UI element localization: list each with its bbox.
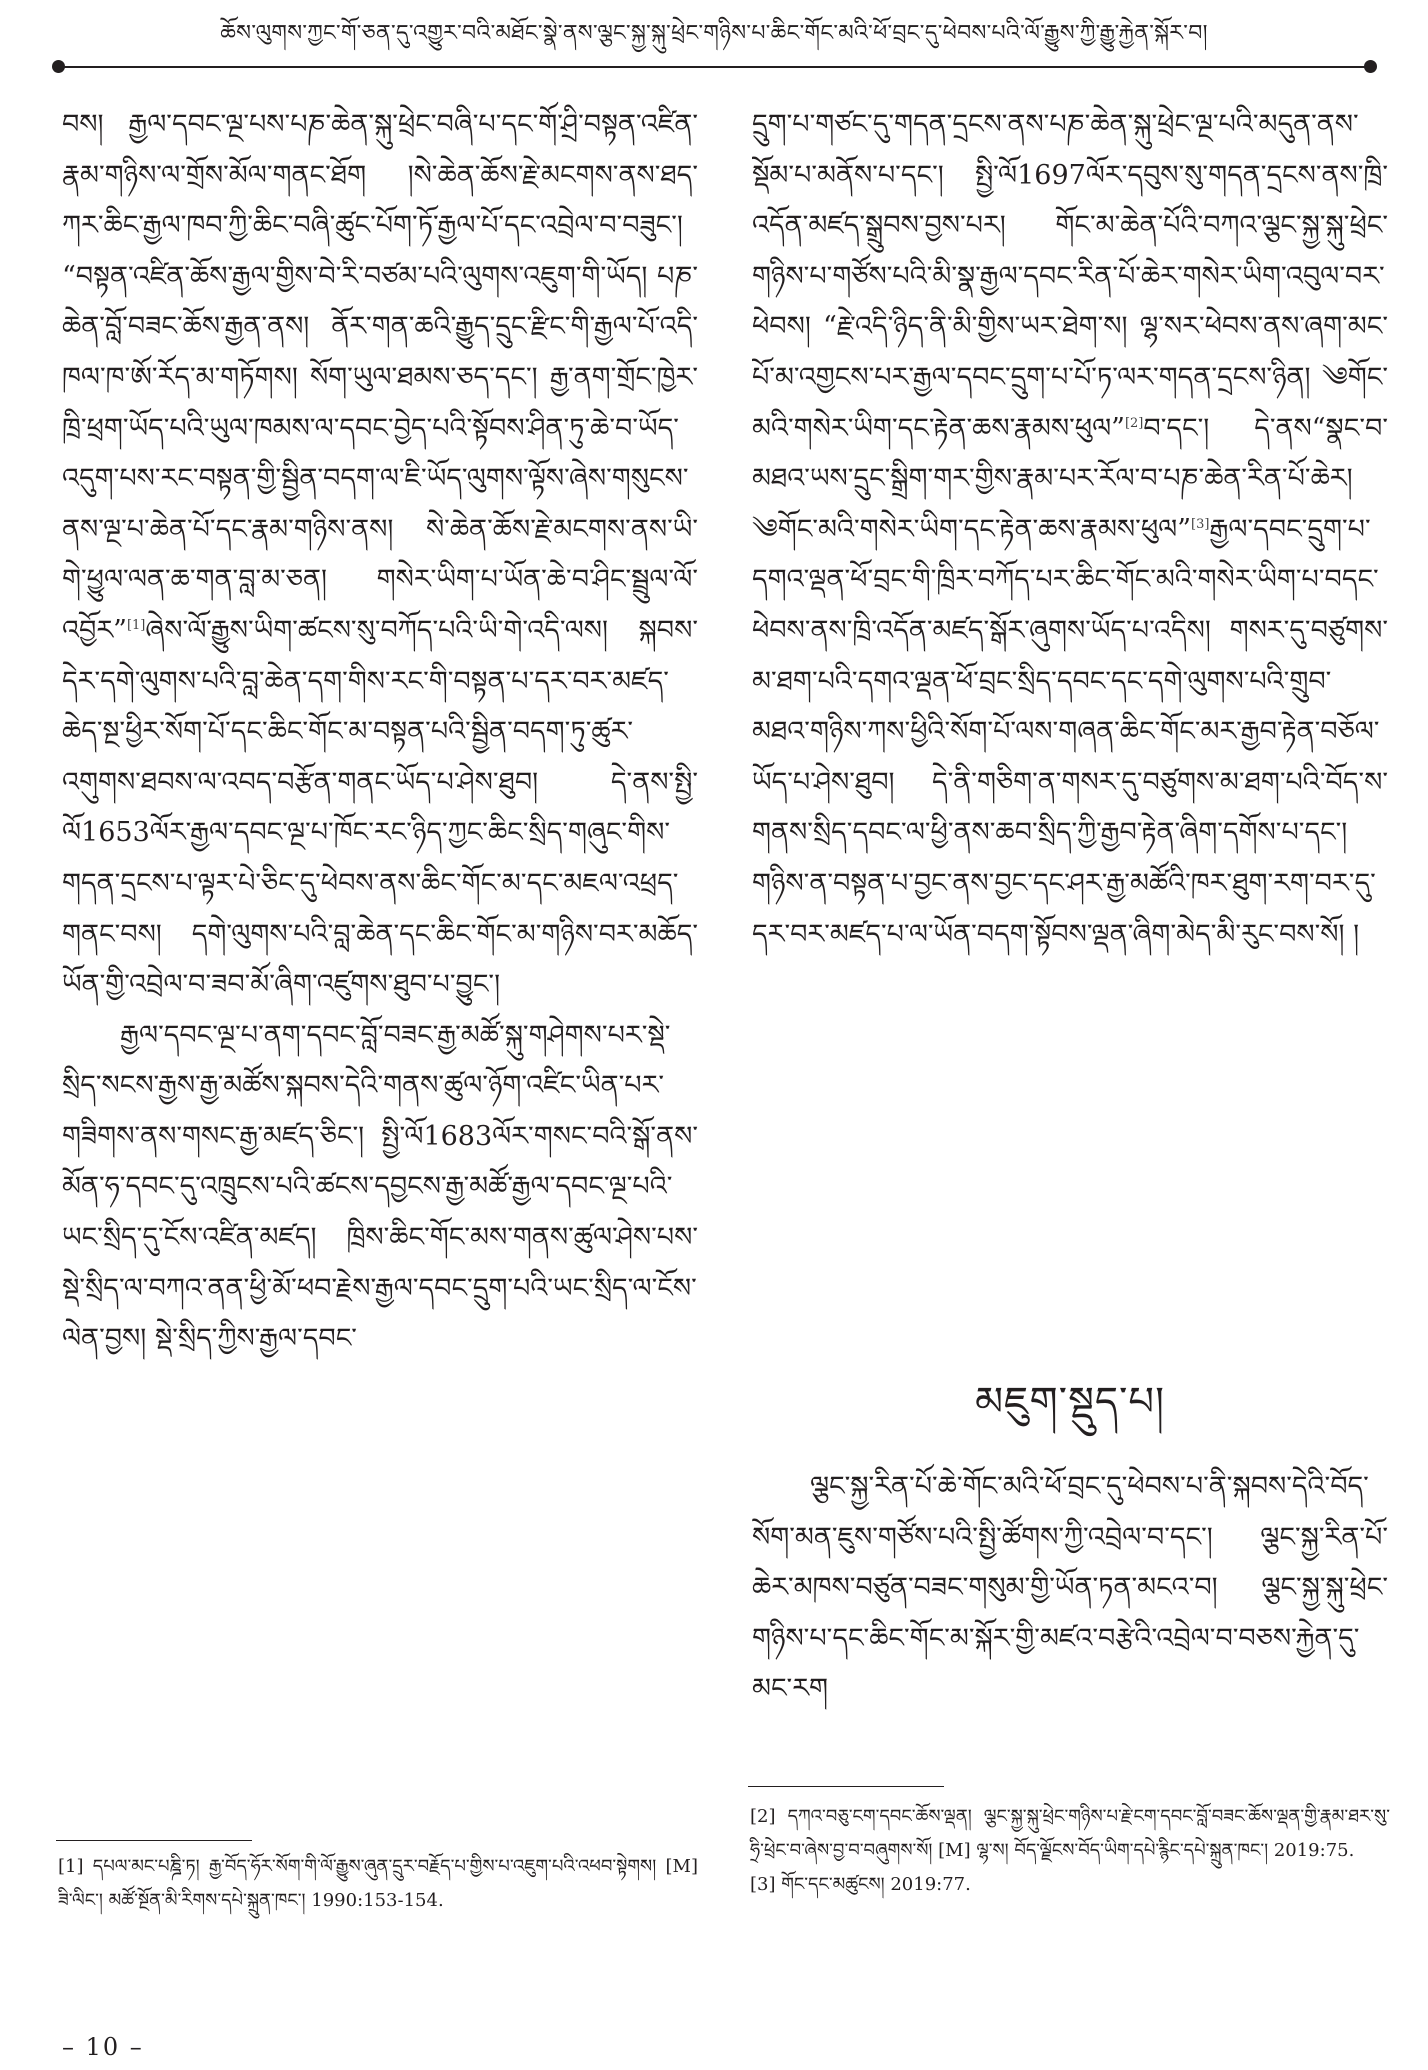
footnote-reference[interactable]: [3]: [1191, 516, 1210, 532]
footnote-reference[interactable]: [2]: [1124, 415, 1144, 431]
header-rule-right-dot: [1364, 60, 1377, 73]
footnote: [3] གོང་དང་མཚུངས། 2019:77.: [750, 1874, 971, 1895]
footnotes-right: [750, 1800, 1390, 1902]
running-header: ཆོས་ལུགས་ཀྱང་གོ་ཅན་དུ་འགྱུར་བའི་མཐོང་སྣེ་ནས་ལྕང་སྐྱ་སྐུ་ཕྲེང་གཉིས་པ་ཆིང་གོང་མའི་ཕོ་བྲང་དུ་ཕེབས་པའི་ལོ་རྒྱུས་ཀྱི་རྒྱུ་རྐྱེན་སྐོར་བ།: [220, 21, 1208, 46]
left-column: [62, 100, 698, 1365]
page-number: – 10 –: [62, 2033, 144, 2061]
header-rule: [58, 66, 1370, 68]
body-paragraph: དྲུག་པ་གཙང་དུ་གདན་དྲངས་ནས་པཎ་ཆེན་སྐུ་ཕྲེང་ལྔ་པའི་མདུན་ནས་སྡོམ་པ་མནོས་པ་དང་། སྤྱི་ལོ1697ལོར་དབུས་སུ་གདན་དྲངས་ནས་ཁྲི་འདོན་མཛད་སྒྲུབས་བྱས་པར། གོང་མ་ཆེན་པོའི་བཀའ་ལྕང་སྐྱ་སྐུ་ཕྲེང་གཉིས་པ་གཙོས་པའི་མི་སྣ་རྒྱལ་དབང་རིན་པོ་ཆེར་གསེར་ཡིག་འབུལ་བར་ཕེབས། “རྗེ་འདི་ཉིད་ནི་མི་གྱིས་ཡར་ཐེག་ས། ལྷ་སར་ཕེབས་ནས་ཞག་མང་པོ་མ་འགྱངས་པར་རྒྱལ་དབང་དྲུག་པ་པོ་ཏ་ལར་གདན་དྲངས་ཉིན། ༄གོང་མའི་གསེར་ཡིག་དང་རྟེན་ཆས་རྣམས་ཕུལ”[2]བ་དང་། དེ་ནས“སྣང་བ་མཐའ་ཡས་དྲུང་སྒྲིག་གར་གྱིས་རྣམ་པར་རོལ་བ་པཎ་ཆེན་རིན་པོ་ཆེར། ༄གོང་མའི་གསེར་ཡིག་དང་རྟེན་ཆས་རྣམས་ཕུལ”[3]རྒྱལ་དབང་དྲུག་པ་དགའ་ལྡན་ཕོ་བྲང་གི་ཁྲིར་བཀོད་པར་ཆིང་གོང་མའི་གསེར་ཡིག་པ་བདང་ཕེབས་ནས་ཁྲི་འདོན་མཛད་སྒོར་ཞུགས་ཡོད་པ་འདིས། གསར་དུ་བཙུགས་མ་ཐག་པའི་དགའ་ལྡན་ཕོ་བྲང་སྲིད་དབང་དང་དགེ་ལུགས་པའི་གྲུབ་མཐའ་གཉིས་ཀས་ཕྱིའི་སོག་པོ་ལས་གཞན་ཆིང་གོང་མར་རྒྱབ་རྟེན་བཅོལ་ཡོད་པ་ཤེས་ཐུབ། དེ་ནི་གཅིག་ན་གསར་དུ་བཙུགས་མ་ཐག་པའི་བོད་ས་གནས་སྲིད་དབང་ལ་ཕྱི་ནས་ཆབ་སྲིད་ཀྱི་རྒྱབ་རྟེན་ཞིག་དགོས་པ་དང་། གཉིས་ན་བསྟན་པ་བྱང་ནས་བྱང་དང་ཤར་རྒྱ་མཚོའི་ཁར་ཐུག་རག་བར་དུ་དར་བར་མཛད་པ་ལ་ཡོན་བདག་སྟོབས་ལྡན་ཞིག་མེད་མི་རུང་བས་སོ། །: [752, 109, 1388, 950]
body-paragraph: རྒྱལ་དབང་ལྔ་པ་ནག་དབང་བློ་བཟང་རྒྱ་མཚོ་སྐུ་གཤེགས་པར་སྡེ་སྲིད་སངས་རྒྱས་རྒྱ་མཚོས་སྐབས་དེའི་གནས་ཚུལ་ཉོག་འཛིང་ཡིན་པར་གཟིགས་ནས་གསང་རྒྱ་མཛད་ཅིང་། སྤྱི་ལོ1683ལོར་གསང་བའི་སྒོ་ནས་མོན་ཧ་དབང་དུ་འཁྲུངས་པའི་ཚངས་དབྱངས་རྒྱ་མཚོ་རྒྱལ་དབང་ལྔ་པའི་ཡང་སྲིད་དུ་ངོས་འཛིན་མཛད། ཁྲིས་ཆིང་གོང་མས་གནས་ཚུལ་ཤེས་པས་སྡེ་སྲིད་ལ་བཀའ་ནན་ཕྱི་མོ་ཕབ་རྗེས་རྒྱལ་དབང་དྲུག་པའི་ཡང་སྲིད་ལ་ངོས་ལེན་བྱས། སྡེ་སྲིད་ཀྱིས་རྒྱལ་དབང་: [62, 1019, 698, 1355]
closing-section: [752, 1462, 1388, 1715]
footnote-divider: [56, 1840, 252, 1841]
footnote: [1] དཔལ་མང་པཎྜི་ཏ། རྒྱ་བོད་ཧོར་སོག་གི་ལོ་རྒྱུས་ཞུན་དྲུར་བརྗོད་པ་གྱིས་པ་འཇུག་པའི་འཕབ་སྟེགས། [M] ཟི་ལིང་། མཚོ་སྔོན་མི་རིགས་དཔེ་སྐྲུན་ཁང་། 1990:153-154.: [58, 1856, 698, 1911]
footnote-reference[interactable]: [1]: [126, 617, 146, 633]
right-column: [752, 100, 1388, 960]
body-paragraph: ལྕང་སྐྱ་རིན་པོ་ཆེ་གོང་མའི་ཕོ་བྲང་དུ་ཕེབས་པ་ནི་སྐབས་དེའི་བོད་སོག་མན་ཇུས་གཙོས་པའི་སྤྱི་ཚོགས་ཀྱི་འབྲེལ་བ་དང་། ལྕང་སྐྱ་རིན་པོ་ཆེར་མཁས་བཙུན་བཟང་གསུམ་གྱི་ཡོན་ཏན་མངའ་བ། ལྕང་སྐྱ་སྐུ་ཕྲེང་གཉིས་པ་དང་ཆིང་གོང་མ་སྐོར་གྱི་མཛའ་བརྩེའི་འབྲེལ་བ་བཅས་རྐྱེན་དུ་མང་རག: [752, 1471, 1388, 1705]
section-heading: མཇུག་སྡུད་པ།: [975, 1379, 1165, 1425]
footnotes-left: [58, 1850, 698, 1918]
footnote-divider: [748, 1786, 944, 1787]
footnote: [2] དཀའ་བཅུ་ངག་དབང་ཆོས་ལྡན། ལྕང་སྐྱ་སྐུ་ཕྲེང་གཉིས་པ་རྗེ་ངག་དབང་བློ་བཟང་ཆོས་ལྡན་གྱི་རྣམ་ཐར་སུ་ཧྲི་ཕྲེང་བ་ཞེས་བྱ་བ་བཞུགས་སོ། [M] ལྷ་ས། བོད་ལྗོངས་བོད་ཡིག་དཔེ་རྙིང་དཔེ་སྐྲུན་ཁང་། 2019:75.: [750, 1806, 1390, 1861]
body-paragraph: བས། རྒྱལ་དབང་ལྔ་པས་པཎ་ཆེན་སྐུ་ཕྲེང་བཞི་པ་དང་གོ་ཤྲི་བསྟན་འཛིན་རྣམ་གཉིས་ལ་གྲོས་མོལ་གནང་ཐོག །སེ་ཆེན་ཆོས་རྗེ་མངགས་ནས་ཐད་ཀར་ཆིང་རྒྱལ་ཁབ་ཀྱི་ཆིང་བཞི་ཚུང་པོག་ཏོ་རྒྱལ་པོ་དང་འབྲེལ་བ་བཟུང་། “བསྟན་འཛིན་ཆོས་རྒྱལ་གྱིས་བེ་རི་བཙམ་པའི་ལུགས་འཇུག་གི་ཡོད། པཎ་ཆེན་བློ་བཟང་ཆོས་རྒྱན་ནས། ནོར་གན་ཆའི་རྒྱུད་དྲུང་རྫིང་གི་རྒྱལ་པོ་འདི་ཁལ་ཁ་ཨོ་རོད་མ་གཏོགས། སོག་ཡུལ་ཐམས་ཅད་དང་། རྒྱ་ནག་གྲོང་ཁྱེར་ཁྲི་ཕྲག་ཡོད་པའི་ཡུལ་ཁམས་ལ་དབང་བྱེད་པའི་སྟོབས་ཤིན་ཏུ་ཆེ་བ་ཡོད་འདུག་པས་རང་བསྟན་གྱི་སྦྱིན་བདག་ལ་ཇི་ཡོད་ལུགས་ལྟོས་ཞེས་གསུངས་ནས་ལྔ་པ་ཆེན་པོ་དང་རྣམ་གཉིས་ནས། སེ་ཆེན་ཆོས་རྗེ་མངགས་ནས་ཡི་གེ་ཕྱུལ་ལན་ཆ་གན་བླ་མ་ཅན། གསེར་ཡིག་པ་ཡོན་ཆེ་བ་ཤིང་སྦྲུལ་ལོ་འབྱོར”[1]ཞེས་ལོ་རྒྱུས་ཡིག་ཚངས་སུ་བཀོད་པའི་ཡི་གེ་འདི་ལས། སྐབས་དེར་དགེ་ལུགས་པའི་བླ་ཆེན་དག་གིས་རང་གི་བསྟན་པ་དར་བར་མཛད་ཆེད་སྔ་ཕྱིར་སོག་པོ་དང་ཆིང་གོང་མ་བསྟན་པའི་སྦྱིན་བདག་ཏུ་ཚུར་འགུགས་ཐབས་ལ་འབད་བརྩོན་གནང་ཡོད་པ་ཤེས་ཐུབ། དེ་ནས་སྤྱི་ལོ1653ལོར་རྒྱལ་དབང་ལྔ་པ་ཁོང་རང་ཉིད་ཀྱང་ཆིང་སྲིད་གཞུང་གིས་གདན་དྲངས་པ་ལྟར་པེ་ཅིང་དུ་ཕེབས་ནས་ཆིང་གོང་མ་དང་མཇལ་འཕྲད་གནང་བས། དགེ་ལུགས་པའི་བླ་ཆེན་དང་ཆིང་གོང་མ་གཉིས་བར་མཆོད་ཡོན་གྱི་འབྲེལ་བ་ཟབ་མོ་ཞིག་འཛུགས་ཐུབ་པ་བྱུང་།: [62, 109, 698, 1001]
